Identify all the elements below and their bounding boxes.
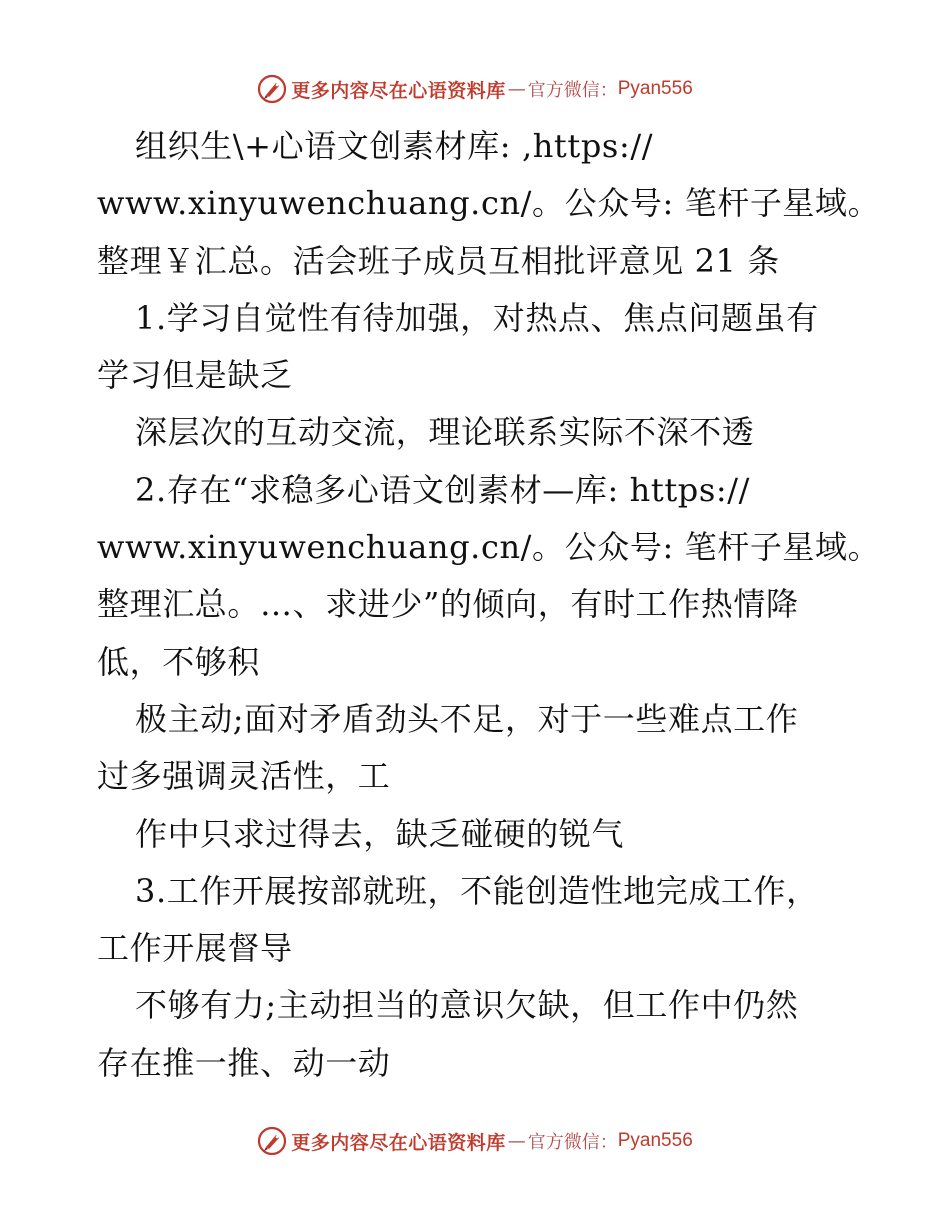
pen-nib-logo-icon: [257, 74, 287, 104]
watermark-wechat-id: Pyan556: [617, 78, 693, 99]
body-line: 整理汇总。…、求进少”的倾向，有时工作热情降: [97, 585, 799, 624]
body-line: 整理￥汇总。活会班子成员互相批评意见 21 条: [97, 241, 780, 280]
body-line: 深层次的互动交流，理论联系实际不深不透: [135, 413, 755, 452]
body-line: 作中只求过得去，缺乏碰硬的锐气: [135, 814, 625, 853]
watermark-dash: —: [507, 1130, 526, 1152]
body-line: 组织生\+心语文创素材库: ,https://: [135, 127, 654, 165]
body-line: 存在推一推、动一动: [97, 1043, 391, 1082]
watermark-official-label: 官方微信：: [527, 1132, 618, 1153]
pen-nib-logo-icon: [257, 1126, 287, 1156]
body-line: 不够有力;主动担当的意识欠缺，但工作中仍然: [135, 986, 799, 1025]
body-line: 过多强调灵活性，工: [97, 757, 391, 796]
body-line: 2.存在“求稳多心语文创素材—库: https://: [135, 470, 751, 509]
body-line: www.xinyuwenchuang.cn/。公众号: 笔杆子星域。: [97, 184, 881, 223]
watermark-official-label: 官方微信：: [527, 80, 618, 101]
body-line: www.xinyuwenchuang.cn/。公众号: 笔杆子星域。: [97, 528, 881, 567]
watermark-dash: —: [507, 78, 526, 100]
body-line: 极主动;面对矛盾劲头不足，对于一些难点工作: [135, 699, 799, 738]
body-line: 学习但是缺乏: [97, 356, 293, 395]
watermark-wechat-id: Pyan556: [617, 1130, 693, 1151]
body-line: 1.学习自觉性有待加强，对热点、焦点问题虽有: [135, 298, 819, 337]
body-line: 3.工作开展按部就班，不能创造性地完成工作，: [135, 871, 819, 910]
document-body: [97, 118, 881, 1092]
watermark-main-text: 更多内容尽在心语资料库: [291, 79, 506, 102]
body-line: 工作开展督导: [97, 929, 293, 968]
footer-watermark: [0, 1123, 950, 1159]
watermark-main-text: 更多内容尽在心语资料库: [291, 1131, 506, 1154]
header-watermark: [0, 71, 950, 107]
body-line: 低，不够积: [97, 642, 261, 681]
